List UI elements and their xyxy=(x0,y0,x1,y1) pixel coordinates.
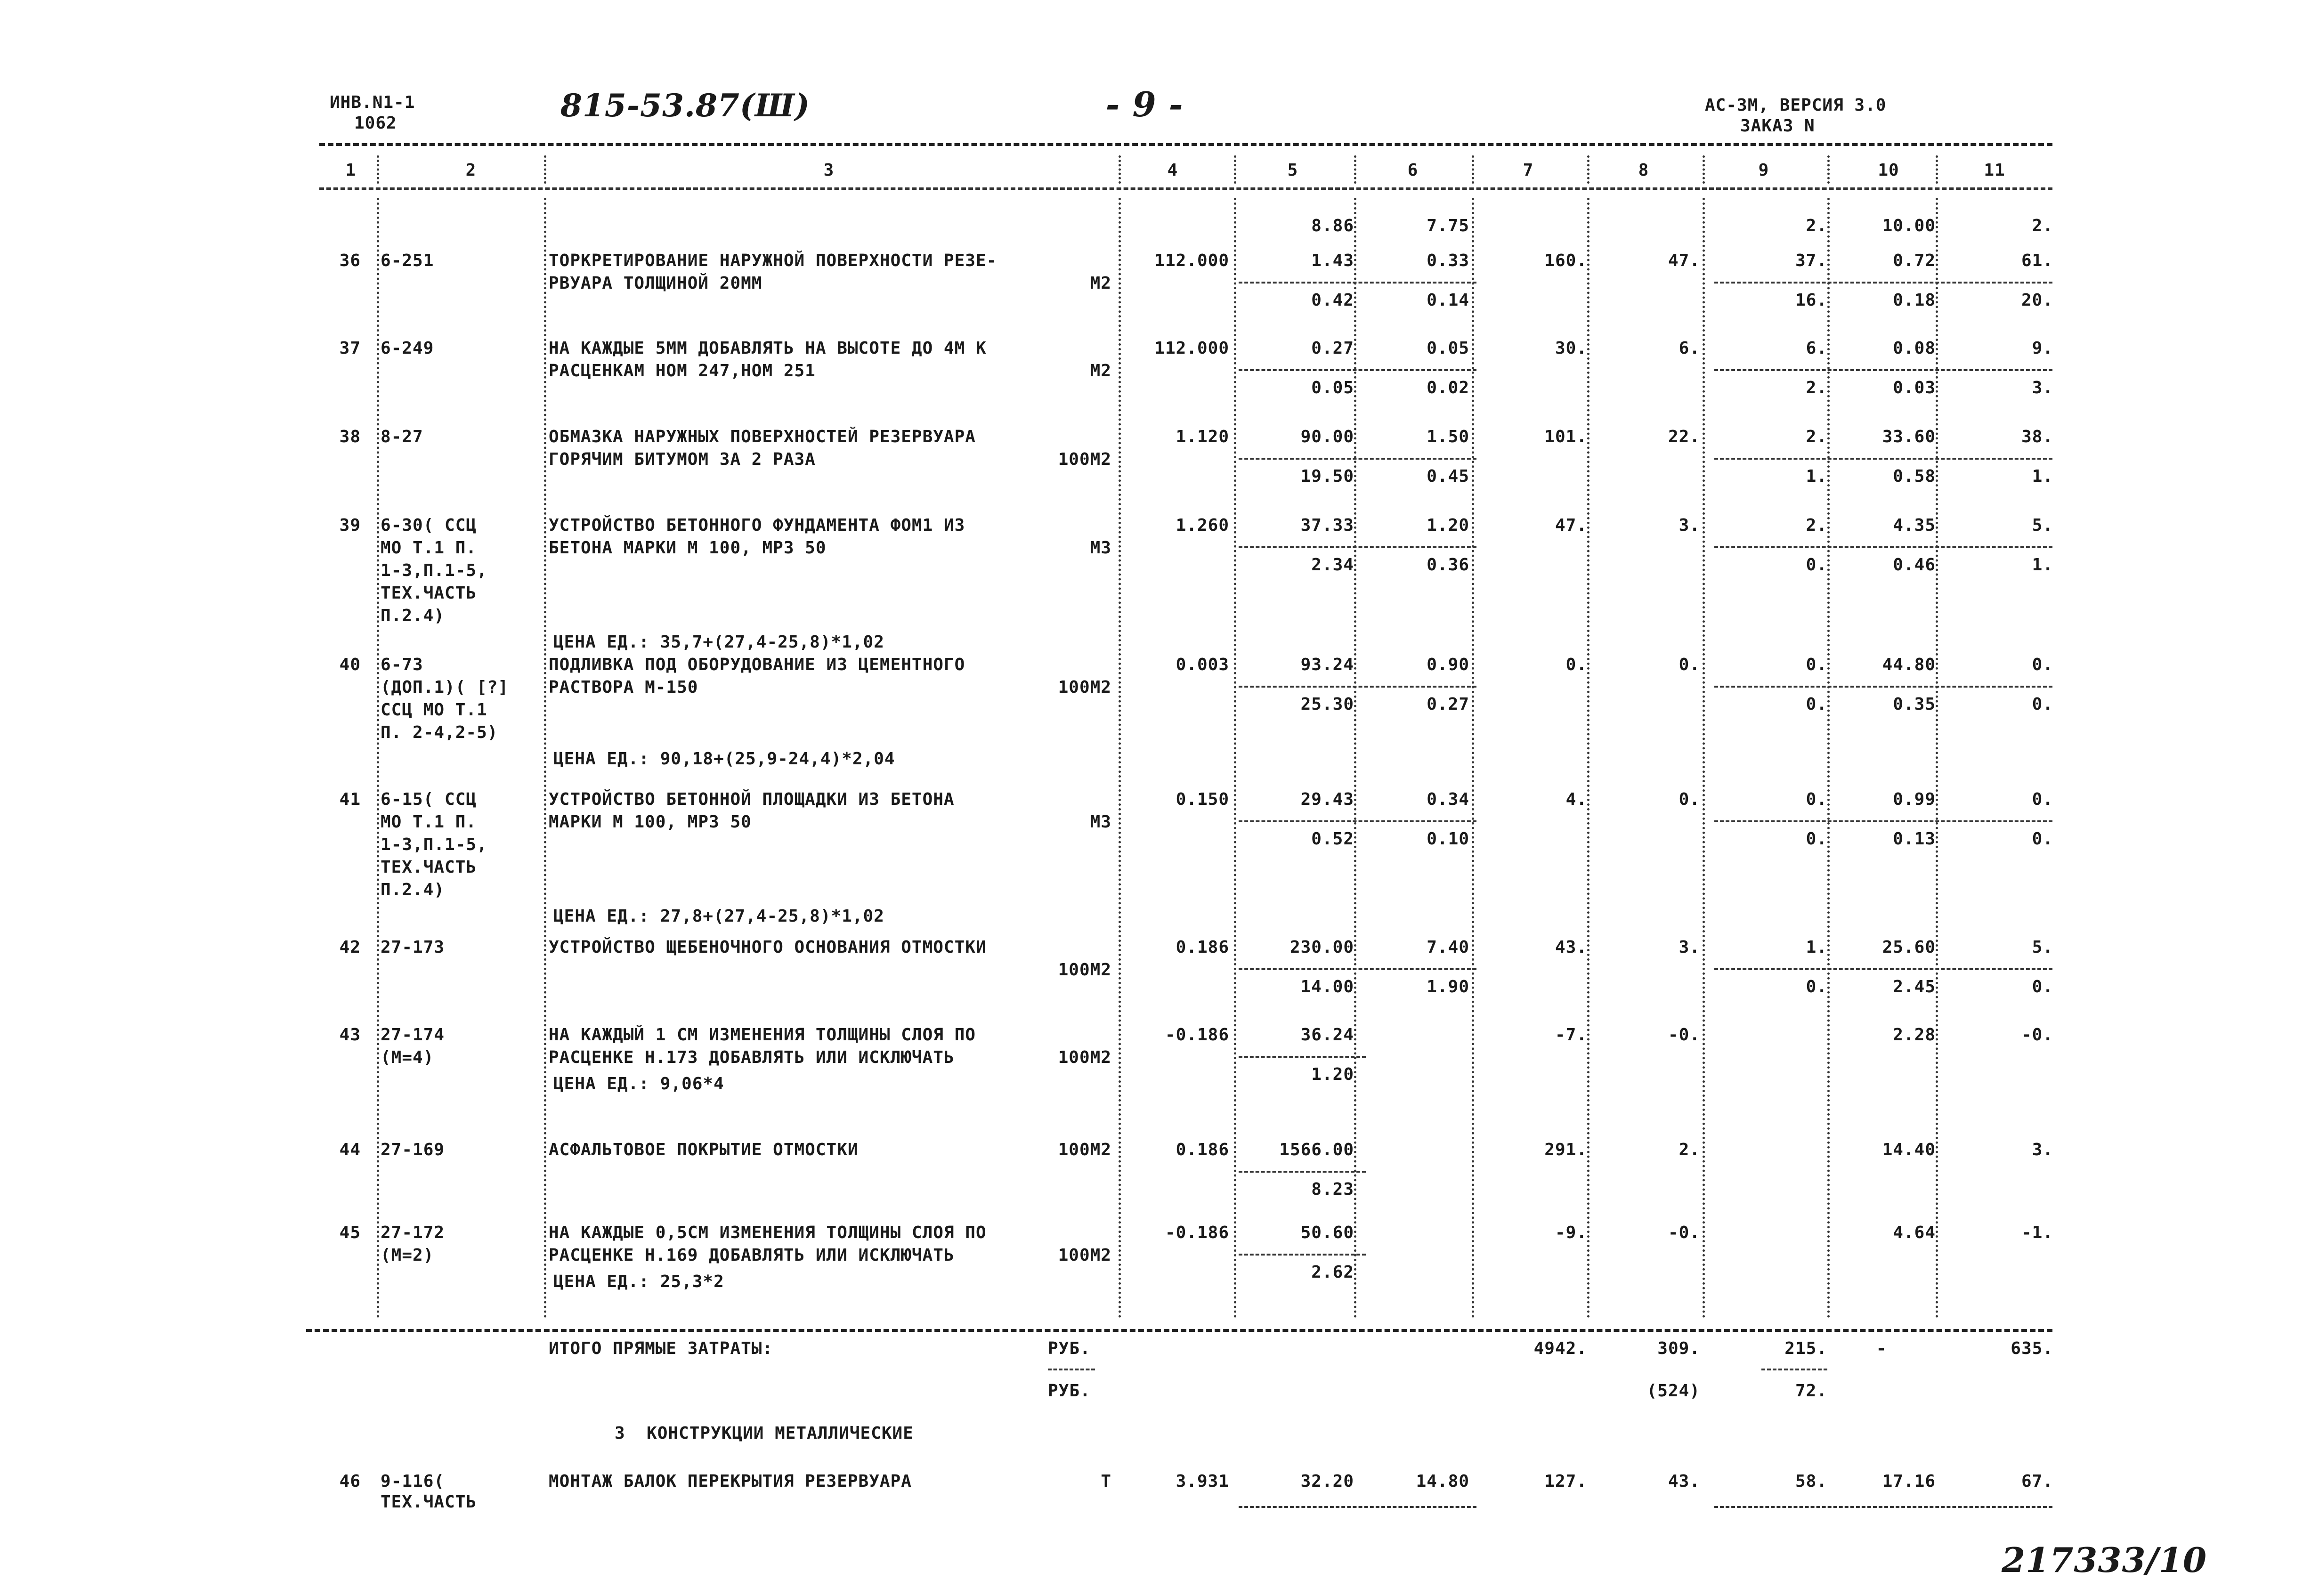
row-quantity: 112.000 xyxy=(1154,339,1229,358)
row-c9-second: 0. xyxy=(1806,555,1827,575)
column-divider xyxy=(1936,155,1938,184)
column-divider xyxy=(1827,155,1830,184)
row-unit: М3 xyxy=(1090,812,1111,832)
row-c5: 36.24 xyxy=(1300,1025,1354,1045)
row-code: 8-27 xyxy=(381,427,423,446)
row-number: 44 xyxy=(339,1140,361,1159)
row-quantity: 0.003 xyxy=(1176,655,1229,674)
cell-split-line xyxy=(1239,546,1476,548)
row-c10: 33.60 xyxy=(1882,427,1936,446)
row-c5-second: 0.05 xyxy=(1311,378,1354,397)
row-code: 6-30( ССЦ xyxy=(381,516,477,535)
cell-split-line xyxy=(1714,546,2052,548)
program-version: АС-3М, ВЕРСИЯ 3.0 xyxy=(1705,96,1887,115)
row-number: 38 xyxy=(339,427,361,446)
row-code: МО Т.1 П. xyxy=(381,538,477,558)
row-c11-second: 3. xyxy=(2032,378,2053,397)
row-description: РВУАРА ТОЛЩИНОЙ 20ММ xyxy=(549,274,762,293)
totals-col9-second: 72. xyxy=(1795,1381,1827,1401)
row-c11: -1. xyxy=(2021,1223,2053,1242)
cell-split-line xyxy=(1714,458,2052,460)
column-divider xyxy=(1827,198,1830,1319)
row-code: П. 2-4,2-5) xyxy=(381,723,498,742)
totals-unit-2: РУБ. xyxy=(1048,1381,1091,1401)
row-c10: 14.40 xyxy=(1882,1140,1936,1159)
row-c7: 0. xyxy=(1565,655,1587,674)
header-top-rule xyxy=(319,143,2052,146)
column-header-8: 8 xyxy=(1638,161,1649,180)
row-c5: 37.33 xyxy=(1300,516,1354,535)
row-code: МО Т.1 П. xyxy=(381,812,477,832)
row-c9-second: 1. xyxy=(1806,467,1827,486)
document-code: 815-53.87(Ш) xyxy=(560,87,810,124)
row-description: УСТРОЙСТВО БЕТОННОГО ФУНДАМЕНТА ФОМ1 ИЗ xyxy=(549,516,965,535)
row-quantity: 1.260 xyxy=(1176,516,1229,535)
row-c6: 7.40 xyxy=(1427,938,1469,957)
row-c6-second: 0.27 xyxy=(1427,695,1469,714)
row-c11: 38. xyxy=(2021,427,2053,446)
row-c6: 0.05 xyxy=(1427,339,1469,358)
row-c10: 4.35 xyxy=(1893,516,1936,535)
row-quantity: 0.186 xyxy=(1176,938,1229,957)
row46-col6: 14.80 xyxy=(1416,1472,1469,1491)
row-c6-second: 0.45 xyxy=(1427,467,1469,486)
row-c10: 0.08 xyxy=(1893,339,1936,358)
row-c9: 2. xyxy=(1806,216,1827,235)
row-c6-second: 0.10 xyxy=(1427,829,1469,849)
row-c10-second: 0.13 xyxy=(1893,829,1936,849)
row-c10: 44.80 xyxy=(1882,655,1936,674)
row-unit: 100М2 xyxy=(1058,1246,1111,1265)
row46-col7: 127. xyxy=(1544,1472,1587,1491)
row-description: РАСТВОРА М-150 xyxy=(549,678,698,697)
row-c10: 4.64 xyxy=(1893,1223,1936,1242)
column-divider xyxy=(1234,198,1236,1319)
row-c6: 0.33 xyxy=(1427,251,1469,270)
row-code: 27-174 xyxy=(381,1025,445,1045)
row-description: БЕТОНА МАРКИ М 100, МРЗ 50 xyxy=(549,538,827,558)
row46-description: МОНТАЖ БАЛОК ПЕРЕКРЫТИЯ РЕЗЕРВУАРА xyxy=(549,1472,912,1491)
row-c7: 291. xyxy=(1544,1140,1587,1159)
row46-unit: Т xyxy=(1101,1472,1111,1491)
column-divider xyxy=(1936,198,1938,1319)
row-code: 6-251 xyxy=(381,251,434,270)
row-c9: 6. xyxy=(1806,339,1827,358)
row-unit-price: ЦЕНА ЕД.: 35,7+(27,4-25,8)*1,02 xyxy=(553,632,884,652)
row-c7: 30. xyxy=(1555,339,1587,358)
column-header-2: 2 xyxy=(465,161,477,180)
row-c5-second: 1.20 xyxy=(1311,1065,1354,1084)
row-c6-second: 0.02 xyxy=(1427,378,1469,397)
row-c8: 3. xyxy=(1679,516,1700,535)
row-c9: 0. xyxy=(1806,790,1827,809)
column-header-1: 1 xyxy=(345,161,357,180)
cell-split-line xyxy=(1239,1171,1366,1173)
row-code: 6-73 xyxy=(381,655,423,674)
row-c5-second: 0.52 xyxy=(1311,829,1354,849)
row-number: 41 xyxy=(339,790,361,809)
column-divider xyxy=(544,155,546,184)
cell-split-line xyxy=(1239,686,1476,688)
row-c5: 50.60 xyxy=(1300,1223,1354,1242)
row-unit: 100М2 xyxy=(1058,678,1111,697)
row-quantity: 112.000 xyxy=(1154,251,1229,270)
row-number: 39 xyxy=(339,516,361,535)
row-c9: 37. xyxy=(1795,251,1827,270)
cell-split-line xyxy=(1239,458,1476,460)
row-c8: -0. xyxy=(1668,1223,1700,1242)
row-c5: 8.86 xyxy=(1311,216,1354,235)
row-number: 43 xyxy=(339,1025,361,1045)
cell-split-line xyxy=(1239,1056,1366,1058)
column-divider xyxy=(544,198,546,1319)
totals-col11: 635. xyxy=(2011,1339,2053,1358)
row-code: 27-172 xyxy=(381,1223,445,1242)
row-number: 40 xyxy=(339,655,361,674)
column-header-4: 4 xyxy=(1167,161,1178,180)
row-description: ТОРКРЕТИРОВАНИЕ НАРУЖНОЙ ПОВЕРХНОСТИ РЕЗЕ- xyxy=(549,251,997,270)
row-c8: 6. xyxy=(1679,339,1700,358)
row-description: АСФАЛЬТОВОЕ ПОКРЫТИЕ ОТМОСТКИ xyxy=(549,1140,859,1159)
row-c7: -7. xyxy=(1555,1025,1587,1045)
row-unit-price: ЦЕНА ЕД.: 27,8+(27,4-25,8)*1,02 xyxy=(553,907,884,926)
header-bottom-rule xyxy=(319,187,2052,190)
row-c5: 1.43 xyxy=(1311,251,1354,270)
column-divider xyxy=(1703,155,1705,184)
column-divider xyxy=(1587,198,1589,1319)
row46-split-line xyxy=(1714,1506,2052,1508)
totals-col9-underline xyxy=(1761,1369,1827,1370)
row-c8: 0. xyxy=(1679,790,1700,809)
totals-col7: 4942. xyxy=(1533,1339,1587,1358)
row46-col9: 58. xyxy=(1795,1472,1827,1491)
row-c6-second: 1.90 xyxy=(1427,977,1469,996)
row46-col10: 17.16 xyxy=(1882,1472,1936,1491)
row-c11-second: 20. xyxy=(2021,291,2053,310)
row-c5-second: 19.50 xyxy=(1300,467,1354,486)
totals-col10: - xyxy=(1876,1339,1887,1358)
row-c6: 1.50 xyxy=(1427,427,1469,446)
row-description: РАСЦЕНКЕ Н.173 ДОБАВЛЯТЬ ИЛИ ИСКЛЮЧАТЬ xyxy=(549,1048,955,1067)
column-divider xyxy=(1234,155,1236,184)
row-code: П.2.4) xyxy=(381,606,445,625)
cell-split-line xyxy=(1239,369,1476,371)
row-c10-second: 0.58 xyxy=(1893,467,1936,486)
column-divider xyxy=(1354,155,1356,184)
row-code: (М=2) xyxy=(381,1246,434,1265)
row-code: 27-173 xyxy=(381,938,445,957)
row-c5: 0.27 xyxy=(1311,339,1354,358)
row-c9-second: 16. xyxy=(1795,291,1827,310)
column-divider xyxy=(1587,155,1589,184)
row-c8: 22. xyxy=(1668,427,1700,446)
row-c8: -0. xyxy=(1668,1025,1700,1045)
row-c5: 29.43 xyxy=(1300,790,1354,809)
row-c8: 3. xyxy=(1679,938,1700,957)
row-c5: 93.24 xyxy=(1300,655,1354,674)
row-description: НА КАЖДЫЕ 5ММ ДОБАВЛЯТЬ НА ВЫСОТЕ ДО 4М К xyxy=(549,339,987,358)
totals-col9: 215. xyxy=(1784,1339,1827,1358)
row-quantity: 0.150 xyxy=(1176,790,1229,809)
row-description: НА КАЖДЫЙ 1 СМ ИЗМЕНЕНИЯ ТОЛЩИНЫ СЛОЯ ПО xyxy=(549,1025,976,1045)
row-c10: 0.72 xyxy=(1893,251,1936,270)
row-c6: 7.75 xyxy=(1427,216,1469,235)
row-number: 45 xyxy=(339,1223,361,1242)
row46-code: ТЕХ.ЧАСТЬ xyxy=(381,1492,477,1512)
row-c11: 0. xyxy=(2032,655,2053,674)
cell-split-line xyxy=(1239,1254,1366,1256)
row-quantity: -0.186 xyxy=(1165,1025,1229,1045)
row-c7: 43. xyxy=(1555,938,1587,957)
row-c5-second: 14.00 xyxy=(1300,977,1354,996)
row-c10: 25.60 xyxy=(1882,938,1936,957)
totals-unit-underline xyxy=(1048,1369,1095,1370)
row-description: РАСЦЕНКАМ НОМ 247,НОМ 251 xyxy=(549,361,816,381)
row-c5: 230.00 xyxy=(1289,938,1354,957)
row-c10: 2.28 xyxy=(1893,1025,1936,1045)
row-unit: М3 xyxy=(1090,538,1111,558)
column-divider xyxy=(1119,155,1121,184)
row-c7: 4. xyxy=(1565,790,1587,809)
row-c5-second: 2.34 xyxy=(1311,555,1354,575)
row-description: НА КАЖДЫЕ 0,5СМ ИЗМЕНЕНИЯ ТОЛЩИНЫ СЛОЯ ПО xyxy=(549,1223,987,1242)
row-c9: 2. xyxy=(1806,516,1827,535)
row-description: УСТРОЙСТВО ЩЕБЕНОЧНОГО ОСНОВАНИЯ ОТМОСТКИ xyxy=(549,938,987,957)
row-c10-second: 2.45 xyxy=(1893,977,1936,996)
row-unit: 100М2 xyxy=(1058,1140,1111,1159)
row-quantity: -0.186 xyxy=(1165,1223,1229,1242)
cell-split-line xyxy=(1714,369,2052,371)
row-c5-second: 25.30 xyxy=(1300,695,1354,714)
row-description: РАСЦЕНКЕ Н.169 ДОБАВЛЯТЬ ИЛИ ИСКЛЮЧАТЬ xyxy=(549,1246,955,1265)
row-number: 37 xyxy=(339,339,361,358)
cell-split-line xyxy=(1714,282,2052,284)
row-code: 1-3,П.1-5, xyxy=(381,561,487,580)
column-header-11: 11 xyxy=(1984,161,2005,180)
row-c6-second: 0.36 xyxy=(1427,555,1469,575)
row-c5-second: 2.62 xyxy=(1311,1263,1354,1282)
row-c11: 5. xyxy=(2032,938,2053,957)
row-c11-second: 0. xyxy=(2032,695,2053,714)
row-c11: 61. xyxy=(2021,251,2053,270)
totals-unit: РУБ. xyxy=(1048,1339,1091,1358)
row46-col5: 32.20 xyxy=(1300,1472,1354,1491)
row46-col11: 67. xyxy=(2021,1472,2053,1491)
row-code: П.2.4) xyxy=(381,880,445,899)
cell-split-line xyxy=(1714,968,2052,970)
row46-split-line xyxy=(1239,1506,1476,1508)
row-c5: 90.00 xyxy=(1300,427,1354,446)
row-code: 6-249 xyxy=(381,339,434,358)
row-code: (М=4) xyxy=(381,1048,434,1067)
row-unit: 100М2 xyxy=(1058,960,1111,980)
row-c10-second: 0.03 xyxy=(1893,378,1936,397)
row-c5: 1566.00 xyxy=(1279,1140,1354,1159)
row-c10: 10.00 xyxy=(1882,216,1936,235)
row-c11: 2. xyxy=(2032,216,2053,235)
row-c10-second: 0.46 xyxy=(1893,555,1936,575)
row-number: 42 xyxy=(339,938,361,957)
row-c6: 1.20 xyxy=(1427,516,1469,535)
cell-split-line xyxy=(1714,820,2052,822)
totals-rule xyxy=(306,1329,2052,1332)
row-code: ТЕХ.ЧАСТЬ xyxy=(381,583,477,603)
column-divider xyxy=(1354,198,1356,1319)
row-unit: 100М2 xyxy=(1058,450,1111,469)
column-header-3: 3 xyxy=(823,161,835,180)
row-c11: 0. xyxy=(2032,790,2053,809)
row46-col8: 43. xyxy=(1668,1472,1700,1491)
column-header-9: 9 xyxy=(1758,161,1769,180)
cell-split-line xyxy=(1714,686,2052,688)
row-c10: 0.99 xyxy=(1893,790,1936,809)
row-c7: 160. xyxy=(1544,251,1587,270)
row-c7: 101. xyxy=(1544,427,1587,446)
row46-quantity: 3.931 xyxy=(1176,1472,1229,1491)
row-description: МАРКИ М 100, МРЗ 50 xyxy=(549,812,752,832)
column-divider xyxy=(377,198,379,1319)
row-c9: 2. xyxy=(1806,427,1827,446)
cell-split-line xyxy=(1239,282,1476,284)
row-description: УСТРОЙСТВО БЕТОННОЙ ПЛОЩАДКИ ИЗ БЕТОНА xyxy=(549,790,955,809)
row-c11-second: 0. xyxy=(2032,829,2053,849)
row46-number: 46 xyxy=(339,1472,361,1491)
row-c11: 3. xyxy=(2032,1140,2053,1159)
row-unit-price: ЦЕНА ЕД.: 25,3*2 xyxy=(553,1272,724,1291)
row-c11: 9. xyxy=(2032,339,2053,358)
row-c9-second: 0. xyxy=(1806,695,1827,714)
order-label: ЗАКАЗ N xyxy=(1740,116,1815,136)
column-header-10: 10 xyxy=(1878,161,1899,180)
row-c6: 0.90 xyxy=(1427,655,1469,674)
row-unit: М2 xyxy=(1090,274,1111,293)
totals-col8: 309. xyxy=(1657,1339,1700,1358)
row-c11: -0. xyxy=(2021,1025,2053,1045)
row-c7: -9. xyxy=(1555,1223,1587,1242)
row-c11-second: 0. xyxy=(2032,977,2053,996)
row-code: ТЕХ.ЧАСТЬ xyxy=(381,858,477,877)
row-description: ОБМАЗКА НАРУЖНЫХ ПОВЕРХНОСТЕЙ РЕЗЕРВУАРА xyxy=(549,427,976,446)
row-code: 27-169 xyxy=(381,1140,445,1159)
row-unit-price: ЦЕНА ЕД.: 90,18+(25,9-24,4)*2,04 xyxy=(553,749,895,769)
row46-code: 9-116( xyxy=(381,1472,445,1491)
totals-col8-bracketed: (524) xyxy=(1646,1381,1700,1401)
row-c11-second: 1. xyxy=(2032,555,2053,575)
column-divider xyxy=(1119,198,1121,1319)
row-c6: 0.34 xyxy=(1427,790,1469,809)
row-c9: 1. xyxy=(1806,938,1827,957)
row-c9: 0. xyxy=(1806,655,1827,674)
row-unit: М2 xyxy=(1090,361,1111,381)
archive-number: 217333/10 xyxy=(2002,1540,2207,1580)
row-code: 1-3,П.1-5, xyxy=(381,835,487,854)
column-divider xyxy=(1703,198,1705,1319)
column-header-7: 7 xyxy=(1523,161,1534,180)
column-header-6: 6 xyxy=(1407,161,1419,180)
row-code: 6-15( ССЦ xyxy=(381,790,477,809)
row-code: (ДОП.1)( [?] xyxy=(381,678,509,697)
column-divider xyxy=(1472,155,1474,184)
row-c9-second: 2. xyxy=(1806,378,1827,397)
row-description: ПОДЛИВКА ПОД ОБОРУДОВАНИЕ ИЗ ЦЕМЕНТНОГО xyxy=(549,655,965,674)
row-c5-second: 0.42 xyxy=(1311,291,1354,310)
row-quantity: 0.186 xyxy=(1176,1140,1229,1159)
totals-label: ИТОГО ПРЯМЫЕ ЗАТРАТЫ: xyxy=(549,1339,773,1358)
cell-split-line xyxy=(1239,968,1476,970)
row-c8: 0. xyxy=(1679,655,1700,674)
row-c8: 2. xyxy=(1679,1140,1700,1159)
inventory-number: 1062 xyxy=(354,113,397,133)
cell-split-line xyxy=(1239,820,1476,822)
row-c10-second: 0.35 xyxy=(1893,695,1936,714)
row-code: ССЦ МО Т.1 xyxy=(381,700,487,720)
row-number: 36 xyxy=(339,251,361,270)
row-c10-second: 0.18 xyxy=(1893,291,1936,310)
row-c8: 47. xyxy=(1668,251,1700,270)
row-c9-second: 0. xyxy=(1806,829,1827,849)
row-c6-second: 0.14 xyxy=(1427,291,1469,310)
row-c11: 5. xyxy=(2032,516,2053,535)
page-number: - 9 - xyxy=(1105,84,1184,124)
column-divider xyxy=(377,155,379,184)
row-c11-second: 1. xyxy=(2032,467,2053,486)
column-divider xyxy=(1472,198,1474,1319)
row-c7: 47. xyxy=(1555,516,1587,535)
row-c5-second: 8.23 xyxy=(1311,1180,1354,1199)
column-header-5: 5 xyxy=(1287,161,1298,180)
row-quantity: 1.120 xyxy=(1176,427,1229,446)
row-unit-price: ЦЕНА ЕД.: 9,06*4 xyxy=(553,1074,724,1094)
row-unit: 100М2 xyxy=(1058,1048,1111,1067)
row-c9-second: 0. xyxy=(1806,977,1827,996)
row-description: ГОРЯЧИМ БИТУМОМ ЗА 2 РАЗА xyxy=(549,450,816,469)
inventory-label: ИНВ.N1-1 xyxy=(330,93,415,112)
section-title: 3 КОНСТРУКЦИИ МЕТАЛЛИЧЕСКИЕ xyxy=(615,1424,914,1443)
